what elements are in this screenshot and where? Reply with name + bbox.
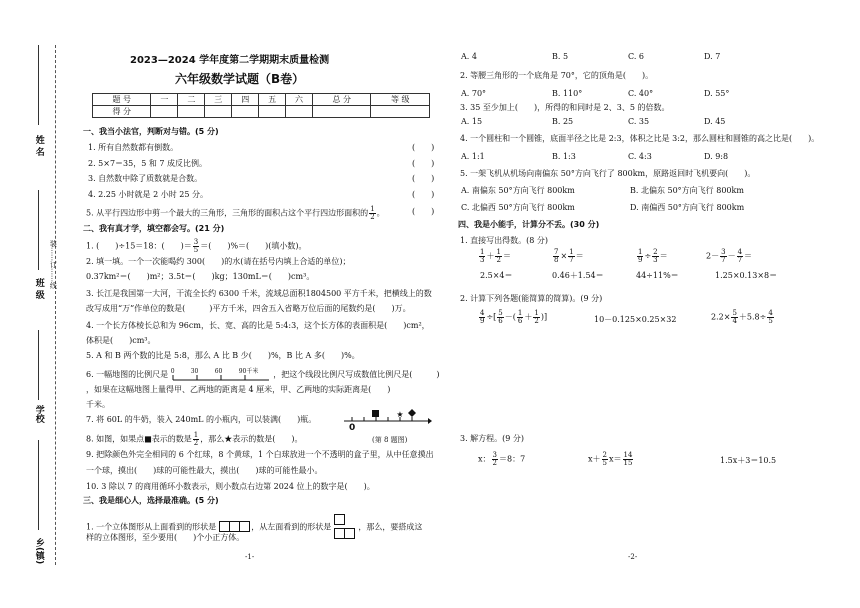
q3-option-c[interactable]: C. 35	[628, 117, 650, 126]
mental-calc-fraction: $\frac{7}{8}$ × $\frac{1}{7}$ ＝	[554, 248, 584, 264]
q2-option-c[interactable]: C. 40°	[628, 89, 654, 98]
q4-option-a[interactable]: A. 1:1	[461, 152, 485, 161]
fill-item-9: 9. 把除颜色外完全相同的 6 个红球，8 个黄球，1 个白球放进一个不透明的盒子里，从中任意摸出	[86, 450, 434, 459]
q4-option-b[interactable]: B. 1:3	[552, 152, 576, 161]
judge-item-5: 5. 从平行四边形中剪一个最大的三角形，三角形的面积占这个平行四边形面积的 $\frac{1}{2}$ 。	[86, 205, 385, 221]
mental-calc: 2.5×4＝	[480, 271, 513, 280]
score-input-cell[interactable]	[313, 106, 371, 118]
figure-8-caption: (第 8 题图)	[372, 436, 408, 444]
choice-item-2: 2. 等腰三角形的一个底角是 70°，它的顶角是( )。	[460, 71, 654, 80]
q3-option-d[interactable]: D. 45	[704, 117, 726, 126]
q3-option-b[interactable]: B. 25	[552, 117, 574, 126]
fill-item-4: 4. 一个长方体棱长总和为 96cm，长、宽、高的比是 5:4:3，这个长方体的表面积是( )cm²，	[86, 321, 430, 330]
choice-item-3: 3. 35 至少加上( )，所得的和同时是 2、3、5 的倍数。	[460, 103, 670, 112]
equation-1: x： $\frac{3}{2}$ ＝8：7	[478, 451, 526, 467]
page-number: -1-	[245, 553, 255, 561]
school-label: 学校	[33, 405, 44, 423]
class-label: 班 级	[33, 278, 44, 300]
binding-rule	[38, 190, 39, 270]
q2-option-a[interactable]: A. 70°	[461, 89, 487, 98]
fill-item-3: 3. 长江是我国第一大河，干流全长约 6300 千米，流域总面积1804500 平方千米，把横线上的数	[86, 289, 432, 298]
calc1-heading: 1. 直接写出得数。(8 分)	[460, 236, 549, 245]
answer-paren[interactable]: ( )	[412, 174, 435, 183]
equation-3: 1.5x＋3＝10.5	[720, 456, 777, 465]
fraction: $\frac{3}{5}$	[193, 238, 199, 254]
answer-paren[interactable]: ( )	[412, 207, 435, 216]
calc2-expr-1: $\frac{4}{9}$ ÷[ $\frac{5}{6}$ －( $\frac{1}{6}$ ＋ $\frac{1}{2}$ )]	[480, 309, 548, 325]
section2-heading: 二、我有真才学，填空都会写。(21 分)	[83, 224, 225, 233]
exam-subtitle: 六年级数学试题（B卷）	[175, 72, 305, 86]
fill-item-2: 2. 填一填。一个一次能喝约 300( )的水(请在括号内填上合适的单位)；	[86, 257, 351, 266]
judge-item-2: 2. 5×7＝35，5 和 7 成反比例。	[88, 159, 208, 168]
score-table-header-cell: 题 号	[93, 94, 151, 106]
q2-option-b[interactable]: B. 110°	[552, 89, 583, 98]
q1-option-d[interactable]: D. 7	[704, 52, 721, 61]
answer-paren[interactable]: ( )	[412, 143, 435, 152]
score-table-header-cell: 等 级	[371, 94, 430, 106]
mental-calc-fraction: $\frac{1}{9}$ ÷ $\frac{2}{3}$ ＝	[638, 248, 668, 264]
score-table-header-cell: 四	[232, 94, 259, 106]
calc3-heading: 3. 解方程。(9 分)	[460, 434, 525, 443]
section1-heading: 一、我当小法官，判断对与错。(5 分)	[83, 127, 219, 136]
answer-paren[interactable]: ( )	[412, 159, 435, 168]
score-input-cell[interactable]	[205, 106, 232, 118]
q2-option-d[interactable]: D. 55°	[704, 89, 730, 98]
score-table-header-cell: 一	[151, 94, 178, 106]
svg-text:★: ★	[396, 410, 404, 419]
fill-item-7: 7. 将 60L 的牛奶，装入 240mL 的小瓶内，可以装满( )瓶。	[86, 415, 317, 424]
number-line-zero: 0	[349, 423, 356, 433]
judge-item-1: 1. 所有自然数都有倒数。	[88, 143, 179, 152]
fill-item-6-end: 千米。	[86, 400, 110, 409]
township-label: 乡(镇)	[33, 538, 44, 565]
score-input-cell[interactable]	[371, 106, 430, 118]
page-number: -2-	[628, 553, 638, 561]
fill-item-8: 8. 如图，如果点■表示的数是 $\frac{1}{2}$ ，那么★表示的数是( )。	[86, 431, 303, 447]
line-scale: 0 30 60 90千米	[170, 368, 259, 375]
choice-item-1-cont: 样的立体图形，至少要用( )个小正方体。	[86, 533, 245, 542]
calc2-expr-2: 10－0.125×0.25×32	[594, 315, 677, 324]
score-input-cell[interactable]	[151, 106, 178, 118]
equation-2: x＋ $\frac{2}{5}$ x＝ $\frac{14}{15}$	[588, 451, 633, 467]
score-table-header-cell: 三	[205, 94, 232, 106]
q4-option-d[interactable]: D. 9:8	[704, 152, 729, 161]
score-table-header-cell: 五	[259, 94, 286, 106]
section4-heading: 四、我是小能手，计算分不丢。(30 分)	[458, 220, 600, 229]
fraction: $\frac{1}{2}$	[370, 205, 375, 221]
fill-item-6-cont: ，如果在这幅地图上量得甲、乙两地的距离是 4 厘米，甲、乙两地的实际距离是( )	[86, 385, 391, 394]
q1-option-a[interactable]: A. 4	[461, 52, 477, 61]
name-label: 姓 名	[33, 135, 44, 157]
choice-item-1: 1. 一个立体图形从上面看到的形状是 ，从左面看到的形状是 ，那么，要搭成这	[86, 514, 422, 541]
binding-rule	[38, 330, 39, 400]
fill-item-10: 10. 3 除以 7 的商用循环小数表示，则小数点右边第 2024 位上的数字是( )。	[86, 482, 375, 491]
q1-option-c[interactable]: C. 6	[628, 52, 645, 61]
mental-calc-fraction: $\frac{1}{3}$ ＋ $\frac{1}{2}$ ＝	[480, 248, 511, 264]
score-input-cell[interactable]	[232, 106, 259, 118]
q5-option-b[interactable]: B. 北偏东 50°方向飞行 800km	[630, 186, 744, 195]
q3-option-a[interactable]: A. 15	[461, 117, 483, 126]
score-table-header-cell: 总 分	[313, 94, 371, 106]
fill-item-3-cont: 改写成用“万”作单位的数是( )平方千米，四舍五入省略万位后面的尾数约是( )万。	[86, 304, 411, 313]
score-row-label: 得 分	[93, 106, 151, 118]
score-input-cell[interactable]	[259, 106, 286, 118]
answer-paren[interactable]: ( )	[412, 190, 435, 199]
binding-rule	[38, 440, 39, 530]
fill-item-2-units: 0.37km²＝( )m²；3.5t＝( )kg；130mL＝( )cm³。	[86, 272, 315, 281]
calc2-expr-3: 2.2× $\frac{5}{4}$ ＋5.8÷ $\frac{4}{5}$	[711, 309, 773, 325]
binding-rule	[38, 45, 39, 125]
q5-option-d[interactable]: D. 南偏西 50°方向飞行 800km	[630, 203, 745, 212]
score-input-cell[interactable]	[286, 106, 313, 118]
q5-option-c[interactable]: C. 北偏西 50°方向飞行 800km	[461, 203, 575, 212]
fill-item-5: 5. A 和 B 两个数的比是 5:8，那么 A 比 B 少( )%，B 比 A 多( )%。	[86, 351, 360, 360]
fill-item-1: 1. ( )÷15＝18：( )＝ $\frac{3}{5}$ ＝( )%＝( )(填小数)。	[86, 238, 307, 254]
seal-line-label: 装……订……线	[49, 240, 58, 289]
mental-calc: 1.25×0.13×8＝	[715, 271, 778, 280]
score-table-header-cell: 六	[286, 94, 313, 106]
choice-item-5: 5. 一架飞机从机场向南偏东 50°方向飞行了 800km，原路返回时飞机要向( )。	[460, 169, 756, 178]
section3-heading: 三、我是细心人，选择最准确。(5 分)	[83, 496, 219, 505]
q1-option-b[interactable]: B. 5	[552, 52, 569, 61]
choice-item-4: 4. 一个圆柱和一个圆锥，底面半径之比是 2:3，体积之比是 3:2，那么圆柱和圆锥的高之比是( )。	[460, 134, 820, 143]
fill-item-9-cont: 一个球，摸出( )球的可能性最大，摸出( )球的可能性最小。	[86, 466, 323, 475]
mental-calc: 0.46＋1.54＝	[552, 271, 604, 280]
seal-line	[55, 45, 56, 565]
fraction: $\frac{1}{2}$	[193, 431, 199, 447]
q5-option-a[interactable]: A. 南偏东 50°方向飞行 800km	[461, 186, 575, 195]
fill-item-4-cont: 体积是( )cm³。	[86, 336, 156, 345]
q4-option-c[interactable]: C. 4:3	[628, 152, 652, 161]
score-input-cell[interactable]	[178, 106, 205, 118]
judge-item-3: 3. 自然数中除了质数就是合数。	[88, 174, 203, 183]
exam-title: 2023—2024 学年度第二学期期末质量检测	[130, 55, 330, 66]
left-view-figure	[334, 514, 356, 541]
judge-item-5-text: 5. 从平行四边形中剪一个最大的三角形，三角形的面积占这个平行四边形面积的	[86, 208, 369, 218]
mental-calc: 44÷11%＝	[636, 271, 679, 280]
fill-item-6: 6. 一幅地图的比例尺是 0 30 60 90千米 ，把这个线段比例尺写成数值比例尺是( )	[86, 368, 440, 382]
score-table-header-cell: 二	[178, 94, 205, 106]
calc2-heading: 2. 计算下列各题(能简算的简算)。(9 分)	[460, 294, 603, 303]
mental-calc-fraction: 2－ $\frac{3}{7}$ － $\frac{4}{7}$ ＝	[706, 248, 753, 264]
score-table	[92, 93, 430, 118]
judge-item-4: 4. 2.25 小时就是 2 小时 25 分。	[88, 190, 208, 199]
